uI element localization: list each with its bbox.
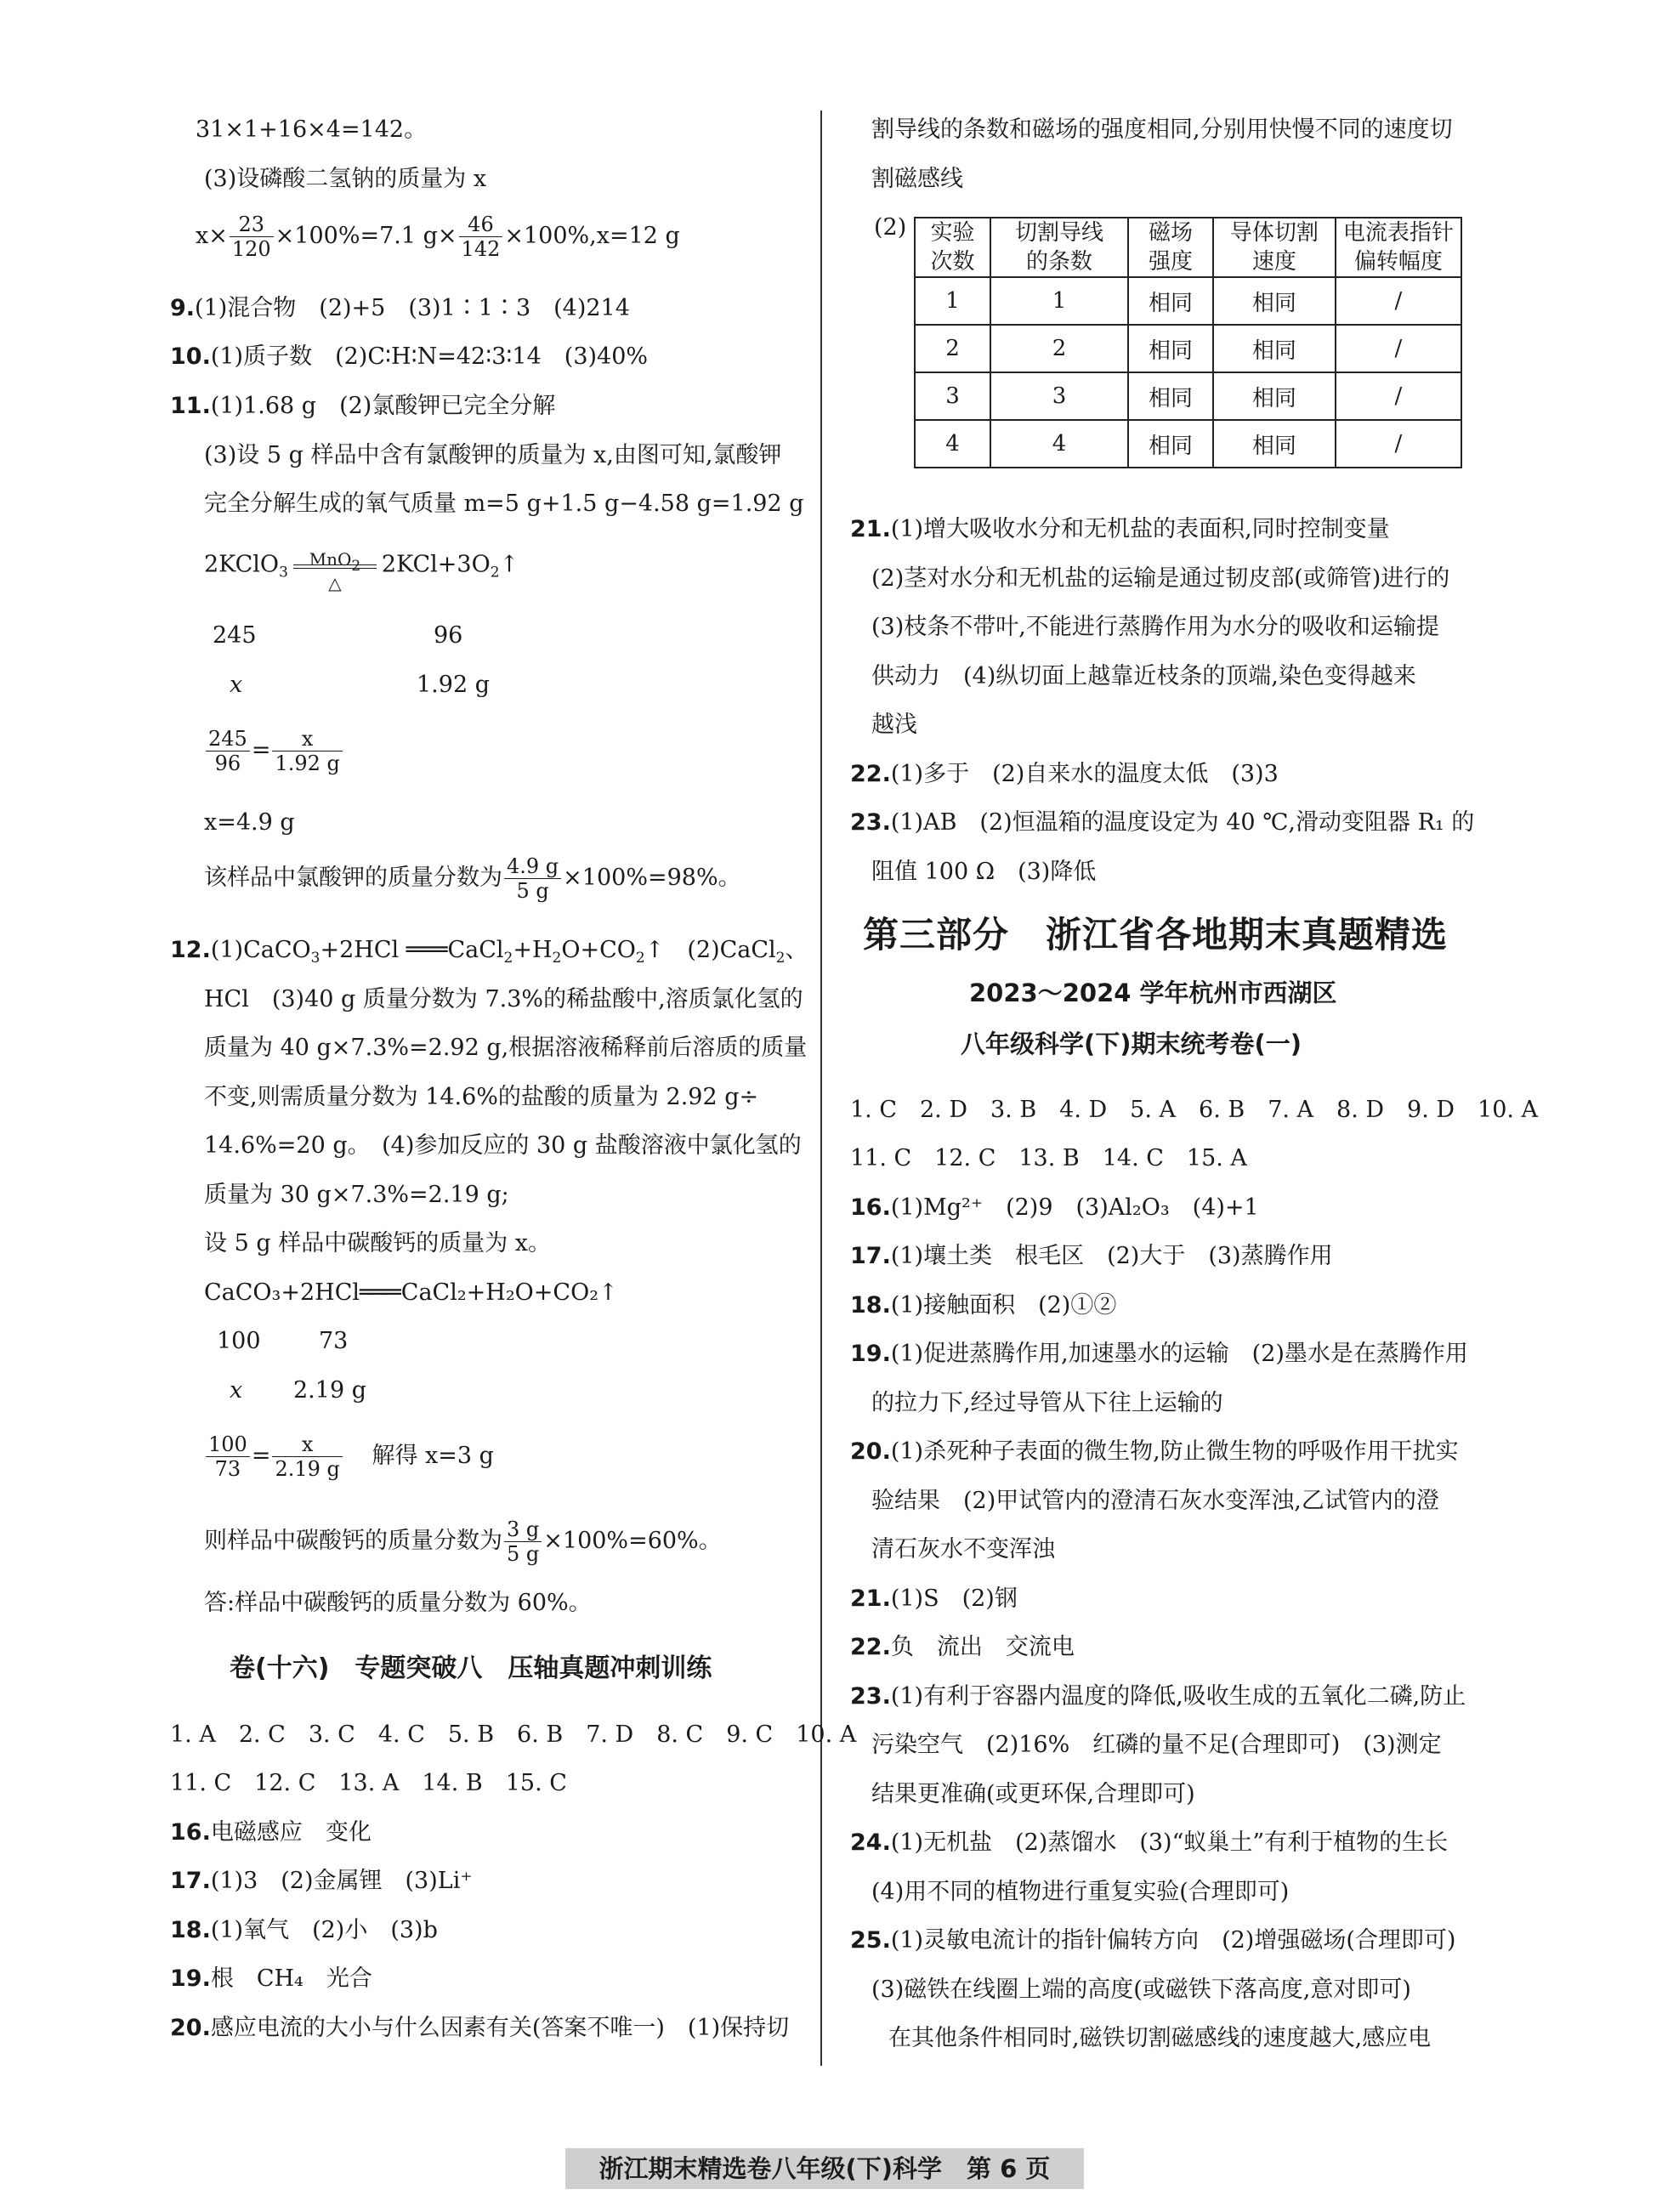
text: ×100%=7.1 g× (275, 223, 457, 249)
table-row (915, 420, 1461, 468)
numerator: 3 g (504, 1517, 542, 1542)
answer-10 (170, 342, 648, 372)
text-line: 污染空气 (2)16% 红磷的量不足(合理即可) (3)测定 (871, 1732, 1442, 1758)
text-line: 质量为 30 g×7.3%=2.19 g; (204, 1182, 509, 1208)
text: 解得 x=3 g (372, 1443, 494, 1469)
question-number: 12. (170, 937, 211, 963)
question-number: 25. (850, 1927, 891, 1954)
answer-9 (170, 293, 630, 324)
question-number: 19. (170, 1965, 211, 1992)
answer-16 (850, 1193, 1259, 1223)
text-line: 验结果 (2)甲试管内的澄清石灰水变浑浊,乙试管内的澄 (871, 1488, 1439, 1514)
mass-value: x (230, 672, 243, 698)
chemical-equation: CaCO₃+2HCl═══CaCl₂+H₂O+CO₂↑ (204, 1279, 618, 1306)
fraction (206, 727, 250, 775)
text-line: 清石灰水不变浑浊 (871, 1536, 1055, 1563)
answer-text: (1)有利于容器内温度的降低,吸收生成的五氧化二磷,防止 (890, 1683, 1466, 1710)
heat-symbol: △ (328, 573, 342, 593)
numerator: 100 (206, 1432, 250, 1457)
answer-22 (850, 1632, 1075, 1663)
column-divider (820, 111, 822, 2066)
table-row (915, 372, 1461, 420)
question-number: 19. (850, 1341, 891, 1367)
denominator: 5 g (507, 1542, 540, 1566)
product: 2KCl+3O (381, 551, 491, 578)
question-number: 9. (170, 295, 196, 321)
text-line: 结果更准确(或更环保,合理即可) (871, 1781, 1195, 1807)
text-line: x=4.9 g (204, 809, 295, 836)
denominator: 73 (214, 1457, 241, 1481)
page-footer: 浙江期末精选卷八年级(下)科学 第 6 页 (565, 2148, 1084, 2189)
answer-text: (1)多于 (2)自来水的温度太低 (3)3 (890, 761, 1279, 787)
answer-text: (1)无机盐 (2)蒸馏水 (3)“蚁巢土”有利于植物的生长 (890, 1829, 1449, 1856)
answer-11 (170, 391, 555, 422)
answer-16 (170, 1818, 372, 1848)
mass-value: 1.92 g (417, 672, 490, 698)
mass-value: x (230, 1377, 243, 1404)
answer-25 (850, 1926, 1455, 1956)
numerator: 46 (459, 213, 503, 237)
numerator: 245 (206, 727, 250, 752)
table-cell: / (1336, 325, 1461, 372)
mc-answers-2: 11. C 12. C 13. A 14. B 15. C (170, 1770, 567, 1796)
table-cell: 3 (915, 372, 990, 420)
question-number: 16. (850, 1194, 891, 1221)
ratio-line: $\frac{100}{73}$ = $\frac{x}{2.19 g}$ 解得 x=3 g (204, 1432, 494, 1481)
ratio-line: $\frac{245}{96}$ = $\frac{x}{1.92 g}$ (204, 727, 344, 775)
numerator: x (272, 1432, 342, 1457)
mc-answers-1: 1. C 2. D 3. B 4. D 5. A 6. B 7. A 8. D 9. D 10. A (850, 1097, 1539, 1123)
question-number: 21. (850, 516, 891, 542)
text-line: 质量为 40 g×7.3%=2.92 g,根据溶液稀释前后溶质的质量 (204, 1035, 808, 1061)
header-cell: 实验 次数 (915, 218, 990, 277)
answer-19 (850, 1339, 1468, 1370)
answer-18 (850, 1290, 1116, 1321)
text: ×100%=60%。 (543, 1528, 722, 1554)
fraction (504, 854, 561, 903)
text: x× (196, 223, 228, 249)
answer-text: (1)接触面积 (2)①② (890, 1292, 1117, 1319)
reactant: 2KClO (204, 551, 280, 578)
denominator: 1.92 g (275, 752, 340, 775)
answer-text: (1)灵敏电流计的指针偏转方向 (2)增强磁场(合理即可) (890, 1927, 1456, 1954)
mass-value: 96 (434, 622, 463, 649)
text-line: (3)枝条不带叶,不能进行蒸腾作用为水分的吸收和运输提 (871, 614, 1439, 640)
question-number: 11. (170, 393, 211, 419)
text-line: (3)设磷酸二氢钠的质量为 x (204, 166, 487, 192)
question-number: 22. (850, 761, 891, 787)
answer-text: (1)壤土类 根毛区 (2)大于 (3)蒸腾作用 (890, 1243, 1333, 1269)
question-number: 17. (170, 1868, 211, 1894)
table-cell: / (1336, 277, 1461, 325)
answer-24 (850, 1828, 1448, 1858)
answer-20 (170, 2013, 789, 2044)
answer-17 (850, 1241, 1333, 1272)
mc-answers-2: 11. C 12. C 13. B 14. C 15. A (850, 1145, 1247, 1171)
denominator: 120 (231, 237, 271, 261)
question-number: 20. (170, 2015, 211, 2041)
fraction-line (204, 854, 741, 903)
table-cell: 4 (990, 420, 1128, 468)
header-cell: 切割导线 的条数 (990, 218, 1128, 277)
table-cell: 相同 (1213, 277, 1336, 325)
answer-text: (1)1.68 g (2)氯酸钾已完全分解 (210, 393, 556, 419)
text: 该样品中氯酸钾的质量分数为 (204, 865, 502, 891)
text-line: (2)茎对水分和无机盐的运输是通过韧皮部(或筛管)进行的 (871, 565, 1450, 592)
table-cell: 3 (990, 372, 1128, 420)
text-line: 供动力 (4)纵切面上越靠近枝条的顶端,染色变得越来 (871, 663, 1416, 689)
catalyst: MnO$_2$ (309, 549, 361, 575)
text-line: 割导线的条数和磁场的强度相同,分别用快慢不同的速度切 (871, 116, 1453, 143)
section-heading: 第三部分 浙江省各地期末真题精选 (863, 914, 1449, 956)
volume-heading: 卷(十六) 专题突破八 压轴真题冲刺训练 (230, 1653, 712, 1683)
answer-text: (1)促进蒸腾作用,加速墨水的运输 (2)墨水是在蒸腾作用 (890, 1341, 1468, 1367)
fraction-line (204, 1517, 722, 1566)
answer-21 (850, 514, 1390, 545)
answer-23 (850, 1682, 1466, 1712)
fraction (272, 727, 342, 775)
formula-line (196, 213, 680, 261)
text-line: 答:样品中碳酸钙的质量分数为 60%。 (204, 1590, 592, 1616)
table-cell: 1 (915, 277, 990, 325)
table-row (915, 277, 1461, 325)
text-line: 在其他条件相同时,磁铁切割磁感线的速度越大,感应电 (888, 2025, 1432, 2051)
table-cell: 相同 (1213, 372, 1336, 420)
table-cell: 4 (915, 420, 990, 468)
answer-21 (850, 1584, 1018, 1614)
table-cell: 相同 (1213, 325, 1336, 372)
denominator: 96 (214, 752, 241, 775)
text-line: (3)设 5 g 样品中含有氯酸钾的质量为 x,由图可知,氯酸钾 (204, 442, 782, 468)
text-line: 的拉力下,经过导管从下往上运输的 (871, 1390, 1223, 1416)
text-line: 设 5 g 样品中碳酸钙的质量为 x。 (204, 1230, 552, 1256)
fraction (206, 1432, 250, 1481)
denominator: 142 (461, 237, 501, 261)
header-cell: 磁场 强度 (1128, 218, 1213, 277)
answer-text: (1)S (2)钢 (890, 1585, 1018, 1612)
answer-12: 12.(1)CaCO$_3$+2HCl $═══CaCl_2+H_2O+CO_2↑$ (2)CaCl$_2$、 (170, 937, 808, 967)
table-cell: 1 (990, 277, 1128, 325)
answer-20 (850, 1437, 1459, 1467)
reaction-condition (288, 544, 382, 593)
question-number: 10. (170, 343, 211, 370)
denominator: 5 g (516, 879, 549, 903)
question-number: 18. (850, 1292, 891, 1319)
table-cell: 相同 (1128, 372, 1213, 420)
subscript: 2 (490, 564, 500, 581)
answer-text: (1)质子数 (2)C∶H∶N=42∶3∶14 (3)40% (210, 343, 649, 370)
mass-value: 73 (319, 1328, 349, 1354)
answer-text: (1)3 (2)金属锂 (3)Li⁺ (210, 1868, 473, 1894)
table-row (915, 325, 1461, 372)
answer-text: 电磁感应 变化 (210, 1819, 372, 1846)
answer-text: 根 CH₄ 光合 (210, 1965, 372, 1992)
answer-18 (170, 1915, 438, 1946)
text-line: 完全分解生成的氧气质量 m=5 g+1.5 g−4.58 g=1.92 g (204, 491, 804, 517)
text: ×100%=98%。 (563, 865, 741, 891)
answer-text: (1)增大吸收水分和无机盐的表面积,同时控制变量 (890, 516, 1390, 542)
mass-value: 100 (217, 1328, 261, 1354)
numerator: 23 (230, 213, 274, 237)
text: 则样品中碳酸钙的质量分数为 (204, 1528, 502, 1554)
mass-value: 2.19 g (293, 1377, 366, 1404)
table-header-row (915, 218, 1461, 277)
table-cell: 相同 (1128, 325, 1213, 372)
text-line: 阻值 100 Ω (3)降低 (871, 859, 1097, 885)
answer-text: (1)氧气 (2)小 (3)b (210, 1917, 438, 1943)
text-line: 越浅 (871, 712, 917, 738)
text-line: HCl (3)40 g 质量分数为 7.3%的稀盐酸中,溶质氯化氢的 (204, 986, 803, 1012)
question-number: 24. (850, 1829, 891, 1856)
answer-text: (1)杀死种子表面的微生物,防止微生物的呼吸作用干扰实 (890, 1438, 1459, 1465)
answer-text: (1)Mg²⁺ (2)9 (3)Al₂O₃ (4)+1 (890, 1194, 1259, 1221)
text-line: 不变,则需质量分数为 14.6%的盐酸的质量为 2.92 g÷ (204, 1084, 759, 1110)
text-line: 14.6%=20 g。 (4)参加反应的 30 g 盐酸溶液中氯化氢的 (204, 1132, 802, 1159)
header-cell: 电流表指针 偏转幅度 (1336, 218, 1461, 277)
table-cell: / (1336, 372, 1461, 420)
exam-title-line2: 八年级科学(下)期末统考卷(一) (961, 1029, 1302, 1058)
table-cell: 相同 (1128, 277, 1213, 325)
table-cell: 相同 (1213, 420, 1336, 468)
question-number: 21. (850, 1585, 891, 1612)
answer-17 (170, 1866, 473, 1897)
fraction (230, 213, 274, 261)
subscript: 3 (279, 564, 288, 581)
table-cell: / (1336, 420, 1461, 468)
numerator: x (272, 727, 342, 752)
table-label: (2) (874, 214, 907, 241)
text-line: 31×1+16×4=142。 (196, 116, 428, 143)
answer-text: (1)AB (2)恒温箱的温度设定为 40 ℃,滑动变阻器 R₁ 的 (890, 809, 1475, 836)
question-number: 16. (170, 1819, 211, 1846)
answer-text: 负 流出 交流电 (890, 1634, 1075, 1660)
denominator: 2.19 g (275, 1457, 340, 1481)
question-number: 20. (850, 1438, 891, 1465)
table-cell: 2 (990, 325, 1128, 372)
question-number: 23. (850, 809, 891, 836)
text-line: 割磁感线 (871, 166, 963, 192)
answer-23 (850, 808, 1474, 838)
fraction (504, 1517, 542, 1566)
answer-text: 感应电流的大小与什么因素有关(答案不唯一) (1)保持切 (210, 2015, 790, 2041)
answer-19 (170, 1964, 372, 1994)
text-line: (4)用不同的植物进行重复实验(合理即可) (871, 1879, 1290, 1905)
answer-text: (1)混合物 (2)+5 (3)1∶1∶3 (4)214 (195, 295, 630, 321)
answer-22 (850, 759, 1279, 790)
question-number: 18. (170, 1917, 211, 1943)
table-cell: 相同 (1128, 420, 1213, 468)
text-line: (3)磁铁在线圈上端的高度(或磁铁下落高度,意对即可) (871, 1977, 1411, 2003)
mass-value: 245 (213, 622, 257, 649)
question-number: 22. (850, 1634, 891, 1660)
fraction (459, 213, 503, 261)
question-number: 23. (850, 1683, 891, 1710)
text: ×100%,x=12 g (504, 223, 680, 249)
table-cell: 2 (915, 325, 990, 372)
experiment-table (914, 217, 1462, 468)
header-cell: 导体切割 速度 (1213, 218, 1336, 277)
gas-arrow: ↑ (499, 551, 519, 578)
numerator: 4.9 g (504, 854, 561, 879)
exam-title-line1: 2023～2024 学年杭州市西湖区 (969, 978, 1337, 1007)
question-number: 17. (850, 1243, 891, 1269)
mc-answers-1: 1. A 2. C 3. C 4. C 5. B 6. B 7. D 8. C 9. C 10. A (170, 1721, 857, 1748)
fraction (272, 1432, 342, 1481)
chemical-equation (204, 544, 519, 593)
